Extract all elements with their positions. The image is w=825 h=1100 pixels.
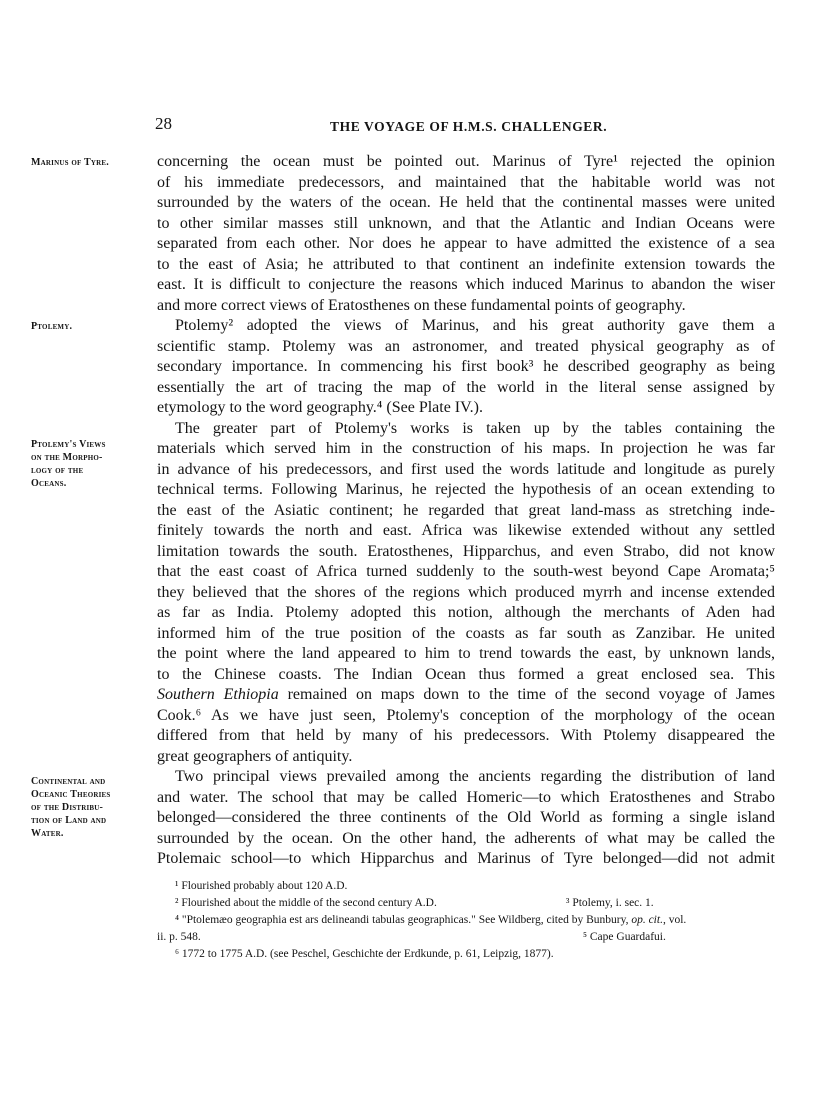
- line-text: and more correct views of Eratosthenes on these fundamental points of geography.: [157, 296, 686, 314]
- footnote-3: ³ Ptolemy, i. sec. 1.: [566, 897, 654, 909]
- sidenote-line: on the Morpho-: [31, 452, 103, 463]
- text-line: [157, 173, 775, 194]
- line-text: Cook.⁶ As we have just seen, Ptolemy's conception of the morphology of the ocean: [157, 706, 775, 724]
- line-text: etymology to the word geography.⁴ (See Plate IV.).: [157, 399, 483, 416]
- footnote-1: ¹ Flourished probably about 120 A.D.: [175, 880, 348, 892]
- footnote-4-continued: ii. p. 548.: [157, 931, 201, 943]
- line-text: Ptolemy² adopted the views of Marinus, and his great authority gave them a: [175, 317, 775, 334]
- line-text: of his immediate predecessors, and maintained that the habitable world was not: [157, 173, 775, 191]
- line-text: to the east of Asia; he attributed to that continent an indefinite extension towards the: [157, 255, 775, 273]
- page-number: 28: [155, 114, 172, 133]
- text-line: [157, 214, 775, 235]
- sidenote-continental-theories: [31, 775, 110, 840]
- running-title: THE VOYAGE OF H.M.S. CHALLENGER.: [330, 119, 608, 134]
- text-line: [157, 562, 775, 583]
- line-text: surrounded by the waters of the ocean. He held that the continental masses were united: [157, 194, 775, 211]
- text-line: [157, 439, 775, 460]
- line-text: separated from each other. Nor does he appear to have admitted the existence of a sea: [157, 235, 775, 252]
- footnote-4-text: ⁴ "Ptolemæo geographia est ars delineandi tabulas geographicas." See Wildberg, cited by Bunbury,: [175, 914, 632, 926]
- sidenote-line: Ptolemy's Views: [31, 439, 106, 450]
- text-line: [157, 337, 775, 358]
- text-line: [157, 234, 775, 255]
- text-line: [157, 419, 775, 440]
- line-text: secondary importance. In commencing his first book³ he described geography as being: [157, 358, 775, 375]
- line-text: Ptolemaic school—to which Hipparchus and Marinus of Tyre belonged—did not admit: [157, 850, 775, 867]
- line-text: surrounded by the ocean. On the other hand, the adherents of what may be called the: [157, 829, 775, 847]
- text-line: [157, 460, 775, 481]
- sidenote-line: tion of Land and: [31, 815, 107, 826]
- line-text: as far as India. Ptolemy adopted this notion, although the merchants of Aden had: [157, 604, 775, 621]
- sidenote-line: Ptolemy.: [31, 321, 73, 332]
- sidenote-line: logy of the: [31, 465, 84, 476]
- line-text: concerning the ocean must be pointed out. Marinus of Tyre¹ rejected the opinion: [157, 153, 775, 170]
- text-line: [157, 624, 775, 645]
- line-text: differed from that held by many of his predecessors. With Ptolemy disappeared the: [157, 727, 775, 744]
- line-text: east. It is difficult to conjecture the reasons which induced Marinus to abandon the wiser: [157, 276, 775, 293]
- footnote-5: ⁵ Cape Guardafui.: [583, 931, 666, 943]
- sidenote-line: Water.: [31, 828, 64, 839]
- line-text: belonged—considered the three continents of the Old World as forming a single island: [157, 809, 775, 826]
- line-text: The greater part of Ptolemy's works is taken up by the tables containing the: [175, 419, 775, 437]
- text-line: [157, 849, 775, 870]
- line-text: in advance of his predecessors, and first used the words latitude and longitude as purely: [157, 460, 775, 478]
- sidenote-line: Oceanic Theories: [31, 789, 111, 800]
- text-line: [157, 603, 775, 624]
- text-line: [157, 296, 775, 317]
- sidenote-line: Continental and: [31, 776, 106, 787]
- line-text: scientific stamp. Ptolemy was an astronomer, and treated physical geography as of: [157, 337, 775, 355]
- sidenote-line: of the Distribu-: [31, 802, 104, 813]
- text-line: [157, 644, 775, 665]
- footnote-4: [175, 912, 686, 928]
- line-text: essentially the art of tracing the map of the world in the literal sense assigned by: [157, 378, 775, 396]
- text-line: [157, 829, 775, 850]
- text-line: [157, 255, 775, 276]
- line-text: they believed that the shores of the regions which produced myrrh and incense extended: [157, 583, 775, 601]
- text-line: [157, 665, 775, 686]
- sidenote-ptolemy: [31, 320, 72, 333]
- text-line: [157, 357, 775, 378]
- body-text: [157, 152, 775, 870]
- italic-text: Southern Ethiopia: [157, 686, 279, 703]
- text-line: [157, 480, 775, 501]
- text-line: [157, 747, 775, 768]
- text-line: [157, 726, 775, 747]
- text-line: [157, 767, 775, 788]
- text-line: [157, 193, 775, 214]
- line-text: that the east coast of Africa turned suddenly to the south-west beyond Cape Aromata;⁵: [157, 563, 775, 580]
- line-text: the point where the land appeared to him to trend towards the east, by unknown lands,: [157, 645, 775, 662]
- text-line: [157, 542, 775, 563]
- sidenote-ptolemy-views: [31, 438, 106, 490]
- text-line: [157, 398, 775, 419]
- line-text: finitely towards the north and east. Africa was likewise extended without any settled: [157, 522, 775, 539]
- line-text: great geographers of antiquity.: [157, 747, 353, 765]
- line-text: to the Chinese coasts. The Indian Ocean thus formed a great enclosed sea. This: [157, 665, 775, 683]
- sidenote-marinus: [31, 156, 109, 169]
- text-line: [157, 378, 775, 399]
- footnote-2: ² Flourished about the middle of the second century A.D.: [175, 897, 437, 909]
- text-line: [157, 501, 775, 522]
- line-text: materials which served him in the construction of his maps. In projection he was far: [157, 440, 775, 457]
- sidenote-line: Marinus of Tyre.: [31, 157, 109, 168]
- sidenote-line: Oceans.: [31, 478, 67, 489]
- line-text: limitation towards the south. Eratosthenes, Hipparchus, and even Strabo, did not know: [157, 542, 775, 560]
- text-line: [157, 808, 775, 829]
- line-text: to other similar masses still unknown, and that the Atlantic and Indian Oceans were: [157, 214, 775, 232]
- text-line: [157, 706, 775, 727]
- footnote-4-end: , vol.: [662, 914, 687, 926]
- text-line: [157, 788, 775, 809]
- line-text: the east of the Asiatic continent; he regarded that great land-mass as stretching inde-: [157, 501, 775, 519]
- line-text: technical terms. Following Marinus, he rejected the hypothesis of an ocean extending to: [157, 481, 775, 498]
- text-line: [157, 316, 775, 337]
- text-line: [157, 685, 775, 706]
- line-text: and water. The school that may be called Homeric—to which Eratosthenes and Strabo: [157, 788, 775, 806]
- footnote-6: ⁶ 1772 to 1775 A.D. (see Peschel, Geschichte der Erdkunde, p. 61, Leipzig, 1877).: [175, 948, 554, 960]
- line-text: remained on maps down to the time of the second voyage of James: [278, 686, 775, 703]
- footnote-4-italic: op. cit.: [631, 914, 663, 926]
- text-line: [157, 275, 775, 296]
- text-line: [157, 583, 775, 604]
- text-line: [157, 521, 775, 542]
- line-text: Two principal views prevailed among the ancients regarding the distribution of land: [175, 768, 775, 785]
- line-text: informed him of the true position of the coasts as far south as Zanzibar. He united: [157, 624, 775, 642]
- text-line: [157, 152, 775, 173]
